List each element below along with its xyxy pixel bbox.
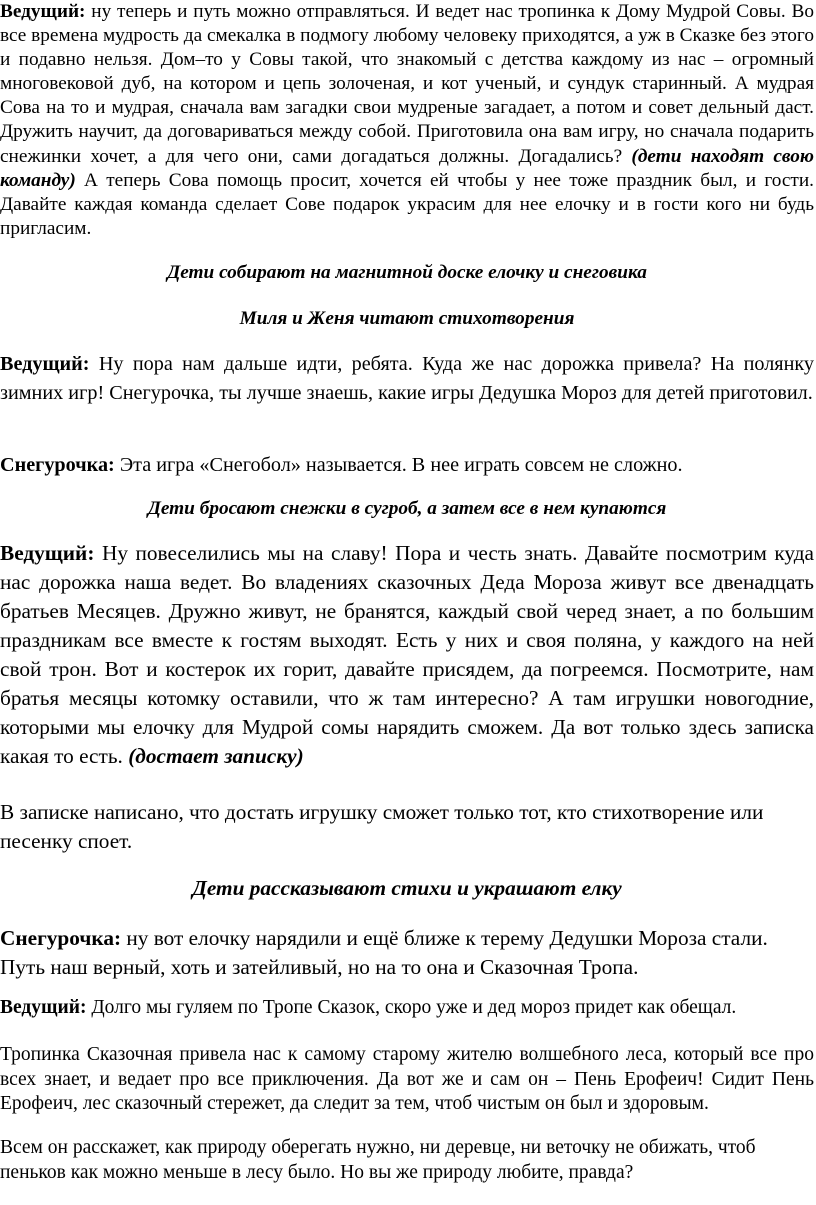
paragraph-text: В записке написано, что достать игрушку сможет только тот, кто стихотворение или песенку споет. (0, 800, 764, 853)
paragraph-7 (0, 539, 814, 771)
paragraph-5 (0, 451, 814, 480)
paragraph-11 (0, 996, 814, 1021)
speaker-label: Снегурочка: (0, 454, 115, 476)
paragraph-text: Эта игра «Снегобол» называется. В нее играть совсем не сложно. (114, 454, 683, 476)
paragraph-text: Ну пора нам дальше идти, ребята. Куда же нас дорожка привела? На полянку зимних игр! Снегурочка, ты лучше знаешь, какие игры Дедушка Мороз для детей приготовил. (0, 353, 814, 404)
paragraph-text: Долго мы гуляем по Тропе Сказок, скоро уже и дед мороз придет как обещал. (86, 997, 737, 1018)
paragraph-text: Во владениях сказочных Деда Мороза живут все двенадцать братьев Месяцев. Дружно живут, не бранятся, каждый свой черед знает, а по большим праздникам все вместе к гостям выходят. Есть у них и своя поляна, у каждого на ней свой трон. Вот и костерок их горит, давайте присядем, да погреемся. Посмотрите, нам братья месяцы котомку оставили, что ж там интересно? А там игрушки новогодние, которыми мы елочку для Мудрой сомы нарядить сможем. Да вот только здесь записка какая то есть. (0, 570, 815, 768)
speaker-label: Ведущий: (0, 541, 95, 565)
stage-direction: (дети находят свою команду) (0, 145, 814, 191)
stage-direction-heading: Миля и Женя читают стихотворения (239, 308, 575, 329)
speaker-label: Ведущий: (0, 353, 90, 375)
stage-direction-heading: Дети рассказывают стихи и украшают елку (192, 876, 622, 900)
paragraph-text: Всем он расскажет, как природу оберегать нужно, ни деревце, ни веточку не обижать, чтоб пеньков как можно меньше в лесу было. Но вы же природу любите, правда? (0, 1137, 756, 1183)
paragraph-text: Тропинка Сказочная привела нас к самому старому жителю волшебного леса, который все про всех знает, и ведает про все приключения. Да вот же и сам он – Пень Ерофеич! Сидит Пень Ерофеич, лес сказочный стережет, да следит за тем, чтоб чистым он был и здоровым. (0, 1044, 814, 1115)
paragraph-8 (0, 798, 814, 856)
stage-direction-heading: Дети бросают снежки в сугроб, а затем все в нем купаются (147, 498, 667, 519)
paragraph-4 (0, 350, 814, 408)
stage-direction-heading: Дети собирают на магнитной доске елочку и снеговика (167, 262, 647, 283)
paragraph-text: ну теперь и путь можно отправляться. И ведет нас тропинка к Дому Мудрой Совы. Во все времена мудрость да смекалка в подмогу любому человеку приходятся, а уж в Сказке без этого и подавно нельзя. Дом–то у Совы такой, что знакомый с детства каждому из нас – огромный многовековой дуб, на котором и цепь золоченая, и кот ученый, и сундук старинный. А мудрая Сова на то и мудрая, сначала вам загадки свои мудреные загадает, а потом и совет дельный даст. Дружить научит, да договариваться между собой. Приготовила она вам игру, но сначала подарить снежинки хочет, а для чего они, сами догадаться должны. Догадались? (0, 1, 814, 167)
paragraph-12 (0, 1043, 814, 1117)
speaker-label: Ведущий: (0, 1, 86, 22)
paragraph-13 (0, 1136, 814, 1185)
speaker-label: Ведущий: (0, 997, 87, 1018)
speaker-label: Снегурочка: (0, 926, 122, 950)
paragraph-text: Ну повеселились мы на славу! Пора и честь знать. Давайте посмотрим куда нас дорожка наша ведет. (0, 541, 814, 594)
paragraph-10 (0, 924, 814, 982)
paragraph-text: А теперь Сова помощь просит, хочется ей чтобы у нее тоже праздник был, и гости. Давайте каждая команда сделает Сове подарок украсим для нее елочку и в гости кого ни будь пригласим. (0, 169, 814, 239)
paragraph-text: ну вот елочку нарядили и ещё ближе к терему Дедушки Мороза стали. Путь наш верный, хоть и затейливый, но на то она и Сказочная Тропа. (0, 926, 768, 979)
stage-direction: (достает записку) (128, 744, 304, 768)
paragraph-1 (0, 0, 814, 241)
